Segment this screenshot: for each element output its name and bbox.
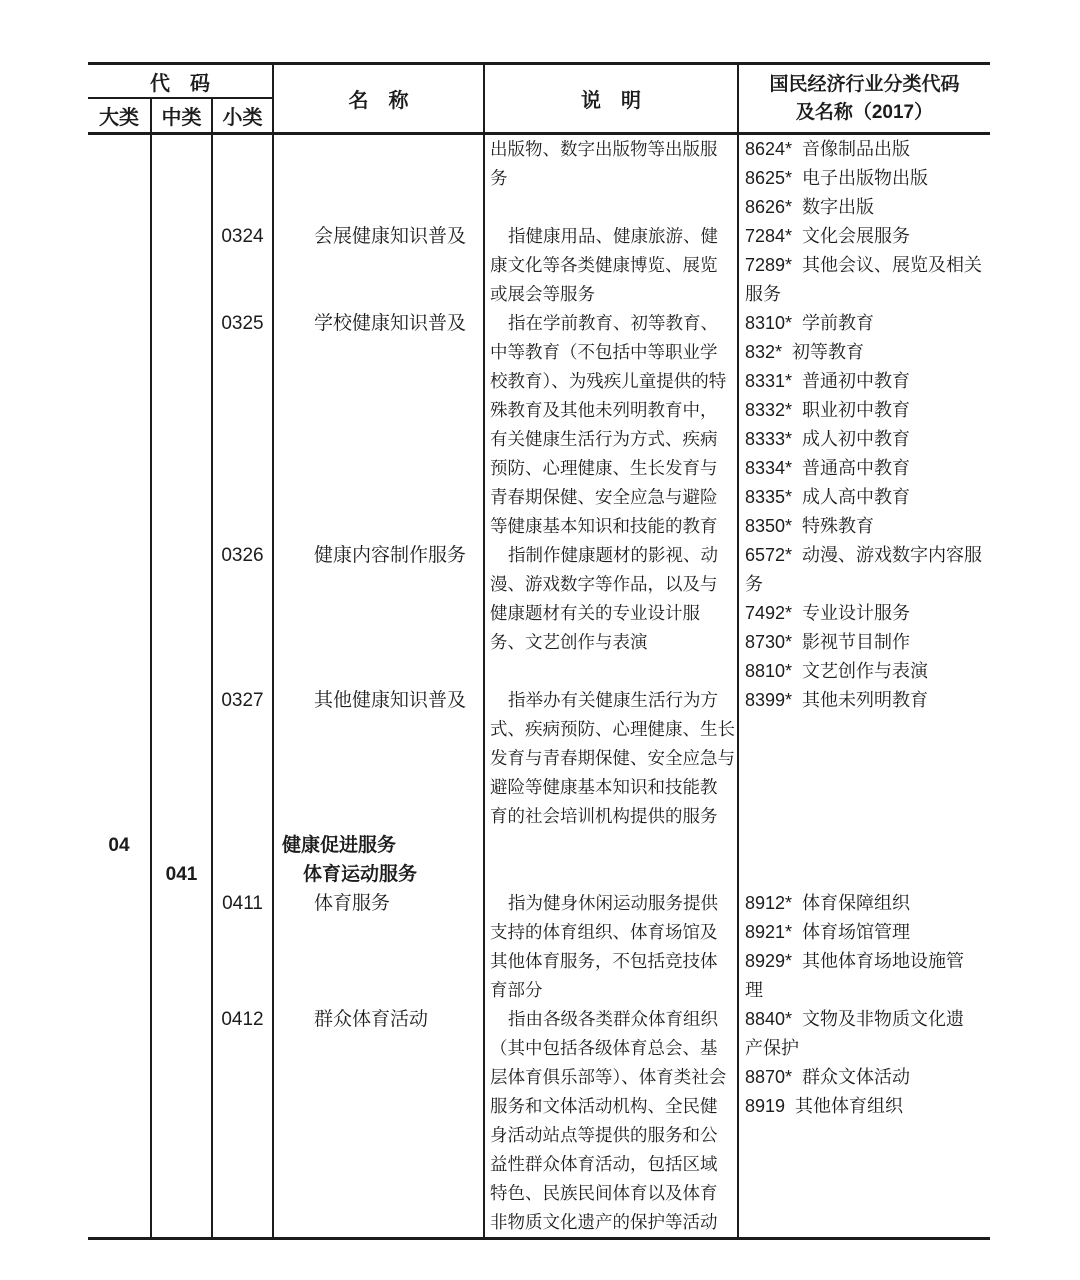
cell-industry [737,309,990,541]
cell-small-code [211,135,272,222]
header-middle-class: 中类 [150,99,211,132]
major-code-text: 04 [108,835,130,856]
name-text: 群众体育活动 [314,1009,429,1030]
industry-line: 8333* 成人初中教育 [745,429,911,449]
description-line: 益性群众体育活动，包括区域 [490,1154,718,1174]
classification-table [88,62,990,1240]
description-line: 育部分 [490,980,543,1000]
description-line: 指在学前教育、初等教育、 [508,313,718,333]
small-code-text: 0412 [221,1009,264,1030]
table-row [88,889,990,1005]
cell-major-code [88,831,150,860]
industry-line: 7284* 文化会展服务 [745,226,911,246]
description-line: 等健康基本知识和技能的教育 [490,516,718,536]
middle-code-text: 041 [165,864,198,885]
name-text: 健康内容制作服务 [314,545,467,566]
cell-major-code [88,889,150,1005]
cell-small-code [211,889,272,1005]
description-line: 式、疾病预防、心理健康、生长 [490,719,735,739]
cell-description [483,686,737,831]
table-body [88,135,990,1237]
industry-line: 8625* 电子出版物出版 [745,168,929,188]
description-line: 有关健康生活行为方式、疾病 [490,429,718,449]
cell-small-code [211,309,272,541]
cell-middle-code [150,222,211,309]
header-small-class: 小类 [211,99,272,132]
industry-line: 8929* 其他体育场地设施管 [745,951,965,971]
cell-description [483,309,737,541]
cell-middle-code [150,831,211,860]
cell-name [272,686,483,831]
description-line: 避险等健康基本知识和技能教 [490,777,718,797]
cell-middle-code [150,541,211,686]
cell-major-code [88,1005,150,1237]
industry-line: 8921* 体育场馆管理 [745,922,911,942]
description-line: 服务和文体活动机构、全民健 [490,1096,718,1116]
cell-name [272,541,483,686]
cell-name [272,889,483,1005]
industry-line: 8334* 普通高中教育 [745,458,911,478]
cell-middle-code [150,309,211,541]
name-text: 健康促进服务 [282,835,397,856]
description-line: 指举办有关健康生活行为方 [508,690,718,710]
cell-industry [737,889,990,1005]
description-line: 身活动站点等提供的服务和公 [490,1125,718,1145]
description-line: 非物质文化遗产的保护等活动 [490,1212,718,1232]
cell-major-code [88,860,150,889]
industry-line: 8730* 影视节目制作 [745,632,911,652]
cell-major-code [88,686,150,831]
small-code-text: 0327 [221,690,264,711]
description-line: 其他体育服务，不包括竞技体 [490,951,718,971]
table-header [88,65,990,135]
industry-line: 8399* 其他未列明教育 [745,690,929,710]
description-line: （其中包括各级体育总会、基 [490,1038,718,1058]
cell-name [272,135,483,222]
industry-line: 7289* 其他会议、展览及相关 [745,255,983,275]
description-line: 层体育俱乐部等）、体育类社会 [490,1067,727,1087]
cell-small-code [211,860,272,889]
cell-small-code [211,541,272,686]
name-text: 会展健康知识普及 [314,226,467,247]
cell-small-code [211,686,272,831]
cell-description [483,222,737,309]
header-major-class: 大类 [99,107,139,129]
industry-line: 8840* 文物及非物质文化遗 [745,1009,965,1029]
table-row [88,686,990,831]
industry-line: 832* 初等教育 [745,342,865,362]
table-row [88,222,990,309]
cell-major-code [88,309,150,541]
industry-line: 服务 [745,284,781,304]
description-line: 支持的体育组织、体育场馆及 [490,922,718,942]
description-line: 指健康用品、健康旅游、健 [508,226,718,246]
industry-line: 8919 其他体育组织 [745,1096,904,1116]
cell-name [272,1005,483,1237]
description-line: 指制作健康题材的影视、动 [508,545,718,565]
cell-name [272,831,483,860]
cell-name [272,309,483,541]
cell-middle-code [150,1005,211,1237]
table-row [88,831,990,860]
cell-name [272,860,483,889]
cell-industry [737,541,990,686]
table-row [88,309,990,541]
description-line: 殊教育及其他未列明教育中， [490,400,718,420]
table-row [88,860,990,889]
cell-industry [737,686,990,831]
header-industry-code-line2: 及名称（2017） [795,101,934,123]
small-code-text: 0326 [221,545,264,566]
industry-line: 8350* 特殊教育 [745,516,875,536]
header-description: 说 明 [483,65,737,132]
industry-line: 8810* 文艺创作与表演 [745,661,929,681]
cell-small-code [211,1005,272,1237]
cell-description [483,1005,737,1237]
description-line: 指由各级各类群众体育组织 [508,1009,718,1029]
cell-major-code [88,135,150,222]
industry-line: 8332* 职业初中教育 [745,400,911,420]
cell-description [483,831,737,860]
cell-middle-code [150,686,211,831]
name-text: 学校健康知识普及 [314,313,467,334]
industry-line: 7492* 专业设计服务 [745,603,911,623]
name-text: 体育运动服务 [303,864,418,885]
description-line: 务 [490,168,508,188]
cell-industry [737,860,990,889]
description-line: 务、文艺创作与表演 [490,632,648,652]
industry-line: 8310* 学前教育 [745,313,875,333]
description-line: 特色、民族民间体育以及体育 [490,1183,718,1203]
cell-name [272,222,483,309]
cell-industry [737,831,990,860]
cell-description [483,541,737,686]
industry-line: 8912* 体育保障组织 [745,893,911,913]
industry-line: 8624* 音像制品出版 [745,139,911,159]
description-line: 康文化等各类健康博览、展览 [490,255,718,275]
cell-industry [737,222,990,309]
industry-line: 务 [745,574,763,594]
cell-major-code [88,541,150,686]
description-line: 青春期保健、安全应急与避险 [490,487,718,507]
cell-description [483,860,737,889]
description-line: 出版物、数字出版物等出版服 [490,139,718,159]
description-line: 或展会等服务 [490,284,595,304]
industry-line: 理 [745,980,763,1000]
description-line: 中等教育（不包括中等职业学 [490,342,718,362]
small-code-text: 0325 [221,313,264,334]
cell-small-code [211,831,272,860]
cell-middle-code [150,135,211,222]
cell-middle-code [150,889,211,1005]
description-line: 漫、游戏数字等作品，以及与 [490,574,718,594]
industry-line: 8626* 数字出版 [745,197,875,217]
name-text: 其他健康知识普及 [314,690,467,711]
small-code-text: 0324 [221,226,264,247]
cell-small-code [211,222,272,309]
description-line: 指为健身休闲运动服务提供 [508,893,718,913]
industry-line: 产保护 [745,1038,799,1058]
description-line: 育的社会培训机构提供的服务 [490,806,718,826]
description-line: 发育与青春期保健、安全应急与 [490,748,735,768]
industry-line: 6572* 动漫、游戏数字内容服 [745,545,983,565]
table-row [88,135,990,222]
header-industry-code-line1: 国民经济行业分类代码 [769,73,960,95]
cell-description [483,135,737,222]
cell-middle-code [150,860,211,889]
name-text: 体育服务 [314,893,391,914]
cell-major-code [88,222,150,309]
table-row [88,541,990,686]
industry-line: 8331* 普通初中教育 [745,371,911,391]
cell-description [483,889,737,1005]
cell-industry [737,1005,990,1237]
industry-line: 8870* 群众文体活动 [745,1067,911,1087]
small-code-text: 0411 [222,893,263,914]
header-code-group: 代 码 [88,65,272,99]
table-row [88,1005,990,1237]
header-industry-code [737,65,990,132]
description-line: 预防、心理健康、生长发育与 [490,458,718,478]
description-line: 健康题材有关的专业设计服 [490,603,700,623]
industry-line: 8335* 成人高中教育 [745,487,911,507]
cell-industry [737,135,990,222]
description-line: 校教育）、为残疾儿童提供的特 [490,371,727,391]
header-name: 名 称 [272,65,483,132]
